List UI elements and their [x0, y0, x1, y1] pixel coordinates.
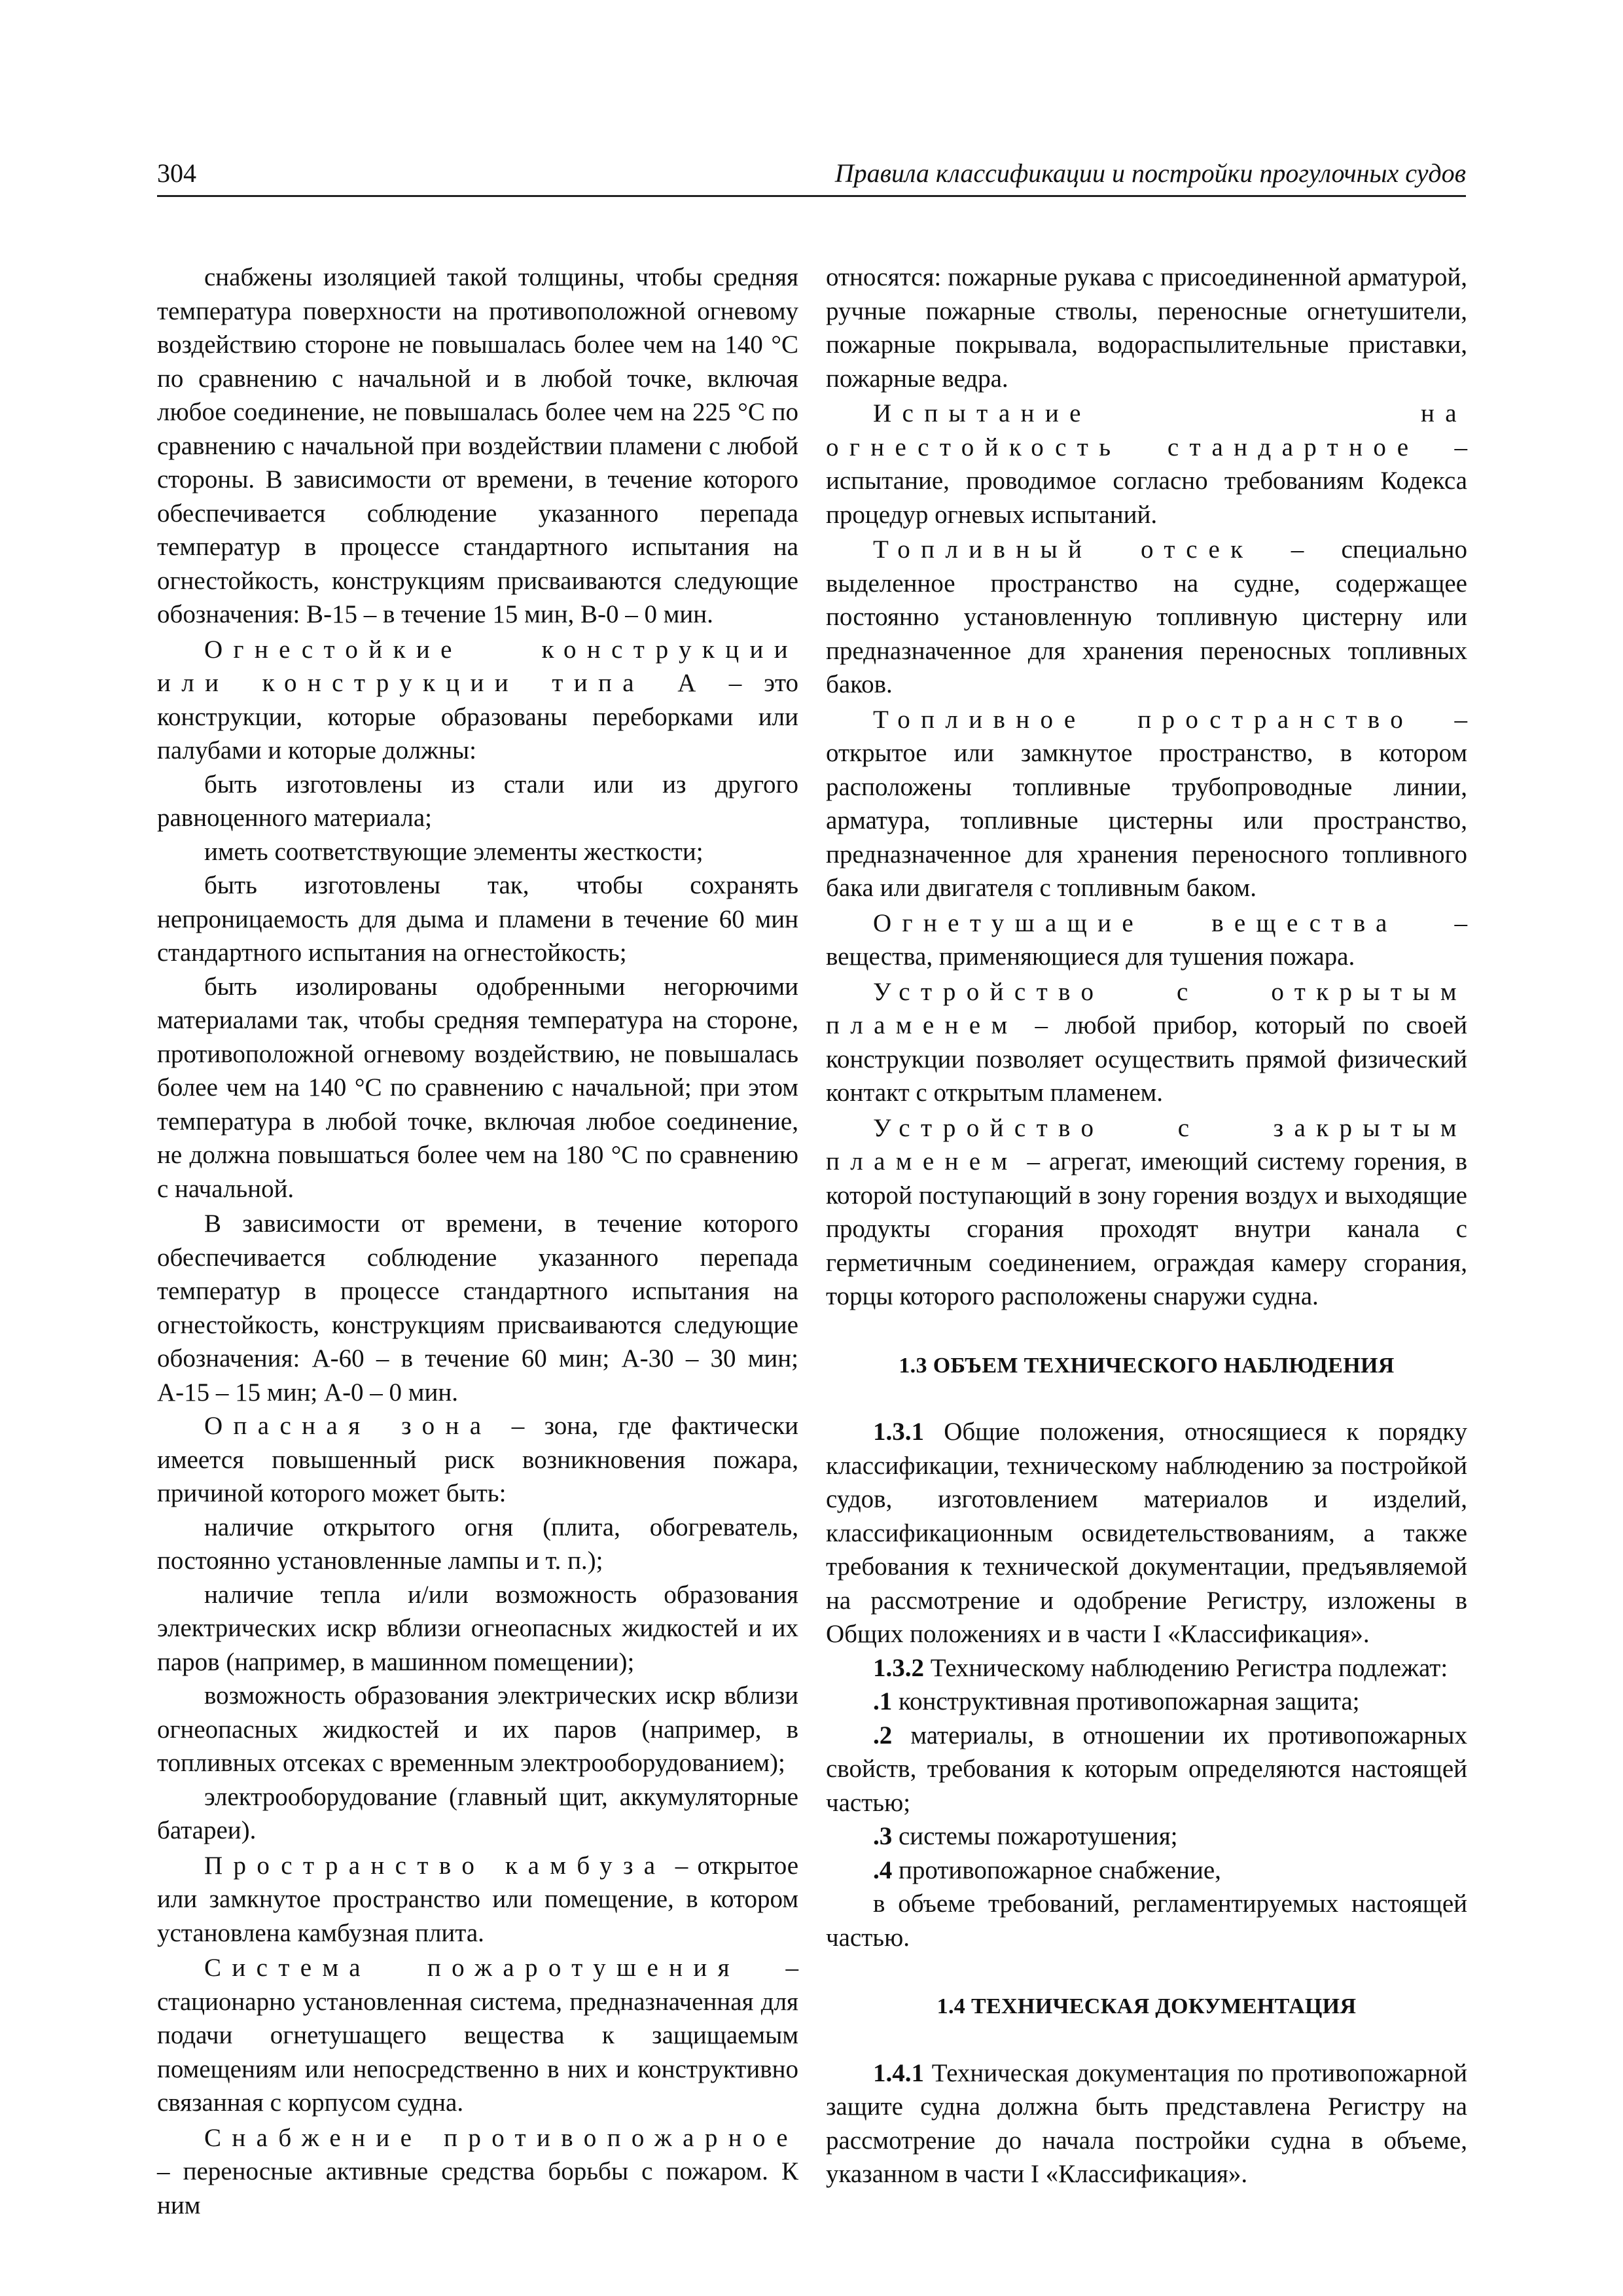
clause-1-3-2: [826, 1651, 1467, 1685]
definition-text: – открытое или замкнутое пространство или помещение, в котором установлена камбузная плита.: [157, 1851, 799, 1947]
definition-term: Огнетушащие вещества: [873, 908, 1398, 937]
clause-text: Техническому наблюдению Регистра подлежат:: [924, 1653, 1448, 1682]
paragraph-b-class-insulation: снабжены изоляцией такой толщины, чтобы средняя температура поверхности на противоположной огневому воздействию стороне не повышалась более чем на 140 °С по сравнению с начальной и в любой точке, включая любое соединение, не повышалась более чем на 225 °С по сравнению с начальной при воздействии пламени с любой стороны. В зависимости от времени, в течение которого обеспечивается соблюдение указанного перепада температур в процессе стандартного испытания на огнестойкость, конструкциям присваиваются следующие обозначения: В-15 – в течение 15 мин, В-0 – 0 мин.: [157, 263, 798, 628]
definition-term: Топливное пространство: [873, 705, 1414, 734]
definition-term: Устройство с открытым пламенем: [826, 977, 1467, 1039]
definition-open-flame-device: [826, 975, 1467, 1110]
left-column: [157, 260, 798, 2222]
item-text: противопожарное снабжение,: [892, 1856, 1221, 1884]
item-number: .1: [873, 1687, 893, 1715]
list-item: электрооборудование (главный щит, аккумуляторные батареи).: [157, 1782, 798, 1844]
definition-fuel-compartment: [826, 533, 1467, 702]
definition-term: Устройство с закрытым пламенем: [826, 1113, 1467, 1175]
definition-term: Опасная зона: [204, 1412, 492, 1440]
definition-term: Испытание на огнестойкость стандартное: [826, 399, 1467, 461]
item-text: конструктивная противопожарная защита;: [892, 1687, 1360, 1715]
paragraph-a-class-ratings: В зависимости от времени, в течение которого обеспечивается соблюдение указанного перепада температур в процессе стандартного испытания на огнестойкость, конструкциям присваиваются следующие обозначения: А-60 – в течение 60 мин; А-30 – 30 мин; А-15 – 15 мин; А-0 – 0 мин.: [157, 1210, 798, 1407]
item-text: материалы, в отношении их противопожарных свойств, требования к которым определяются настоящей частью;: [826, 1721, 1467, 1817]
item-number: .3: [873, 1822, 893, 1850]
definition-term: Пространство камбуза: [204, 1851, 666, 1880]
page-number: 304: [157, 158, 196, 188]
definition-fire-equipment: [157, 2121, 798, 2223]
clause-number: 1.3.2: [873, 1653, 924, 1682]
clause-1-4-1: [826, 2056, 1467, 2191]
list-item: быть изолированы одобренными негорючими материалами так, чтобы средняя температура на стороне, противоположной огневому воздействию, не повышалась более чем на 140 °С по сравнению с начальной; при этом температура в любой точке, включая любое соединение, не должна повышаться более чем на 180 °С по сравнению с начальной.: [157, 972, 798, 1203]
definition-term: Огнестойкие конструкции или конструкции типа А: [157, 635, 798, 697]
paragraph-continuation: относятся: пожарные рукава с присоединенной арматурой, ручные пожарные стволы, переносные огнетушители, пожарные покрывала, водораспылительные приставки, пожарные ведра.: [826, 263, 1467, 393]
list-item: возможность образования электрических искр вблизи огнеопасных жидкостей и их паров (например, в топливных отсеках с временным электрооборудованием);: [157, 1681, 798, 1777]
definition-term: Система пожаротушения: [204, 1954, 740, 1982]
item-text: системы пожаротушения;: [892, 1822, 1178, 1850]
clause-number: 1.3.1: [873, 1418, 924, 1446]
list-item: быть изготовлены так, чтобы сохранять непроницаемость для дыма и пламени в течение 60 мин стандартного испытания на огнестойкость;: [157, 871, 798, 967]
clause-number: 1.4.1: [873, 2058, 924, 2087]
clause-text: Техническая документация по противопожарной защите судна должна быть представлена Регистру на рассмотрение до начала постройки судна в объеме, указанном в части I «Классификация».: [826, 2058, 1467, 2188]
definition-hazard-zone: [157, 1409, 798, 1511]
definition-a-class-divisions: [157, 633, 798, 768]
definition-text: – вещества, применяющиеся для тушения пожара.: [826, 908, 1467, 971]
definition-fuel-space: [826, 703, 1467, 905]
definition-text: – любой прибор, который по своей конструкции позволяет осуществить прямой физический контакт с открытым пламенем.: [826, 1011, 1467, 1107]
definition-text: – испытание, проводимое согласно требованиям Кодекса процедур огневых испытаний.: [826, 433, 1467, 529]
clause-1-3-1: [826, 1415, 1467, 1651]
list-item: иметь соответствующие элементы жесткости;: [204, 837, 704, 866]
definition-text: – открытое или замкнутое пространство, в котором расположены топливные трубопроводные линии, арматура, топливные цистерны или пространство, предназначенное для хранения переносного топливного бака или двигателя с топливным баком.: [826, 705, 1467, 902]
running-title: Правила классификации и постройки прогулочных судов: [834, 158, 1466, 188]
list-item: наличие открытого огня (плита, обогреватель, постоянно установленные лампы и т. п.);: [157, 1513, 798, 1575]
definition-text: – зона, где фактически имеется повышенный риск возникновения пожара, причиной которого может быть:: [157, 1412, 798, 1507]
definition-text: – агрегат, имеющий систему горения, в которой поступающий в зону горения воздух и выходящие продукты сгорания проходят внутри канала с герметичным соединением, ограждая камеру сгорания, торцы которого расположены снаружи судна.: [826, 1147, 1467, 1310]
item-number: .2: [873, 1721, 893, 1749]
definition-galley-space: [157, 1849, 798, 1950]
list-item: [826, 1719, 1467, 1820]
definition-text: – это конструкции, которые образованы переборками или палубами и которые должны:: [157, 669, 798, 764]
list-closing-text: в объеме требований, регламентируемых настоящей частью.: [826, 1890, 1467, 1952]
definition-term: Топливный отсек: [873, 535, 1254, 564]
list-item: [826, 1820, 1467, 1854]
definition-closed-flame-device: [826, 1111, 1467, 1314]
right-column: [826, 260, 1467, 2191]
running-header: [157, 157, 1466, 197]
definition-extinguishing-system: [157, 1951, 798, 2120]
definition-term: Снабжение противопожарное: [204, 2123, 798, 2152]
definition-standard-fire-test: [826, 397, 1467, 531]
list-item: наличие тепла и/или возможность образования электрических искр вблизи огнеопасных жидкостей и их паров (например, в машинном помещении);: [157, 1580, 798, 1676]
list-item: [826, 1685, 1467, 1719]
list-item: быть изготовлены из стали или из другого равноценного материала;: [157, 770, 798, 832]
definition-text: – переносные активные средства борьбы с пожаром. К ним: [157, 2157, 798, 2219]
clause-text: Общие положения, относящиеся к порядку классификации, техническому наблюдению за постройкой судов, изготовлением материалов и изделий, классификационным освидетельствованиям, а также требования к технической документации, предъявляемой на рассмотрение и одобрение Регистру, изложены в Общих положениях и в части I «Классификация».: [826, 1418, 1467, 1648]
list-item: [826, 1854, 1467, 1888]
definition-text: – стационарно установленная система, предназначенная для подачи огнетушащего вещества к защищаемым помещениям или непосредственно в них и конструктивно связанная с корпусом судна.: [157, 1954, 798, 2117]
item-number: .4: [873, 1856, 893, 1884]
section-heading-survey-scope: 1.3 ОБЪЕМ ТЕХНИЧЕСКОГО НАБЛЮДЕНИЯ: [899, 1353, 1395, 1378]
section-heading-technical-documentation: 1.4 ТЕХНИЧЕСКАЯ ДОКУМЕНТАЦИЯ: [936, 1994, 1357, 2018]
definition-extinguishing-media: [826, 906, 1467, 974]
definition-text: – специально выделенное пространство на судне, содержащее постоянно установленную топливную цистерну или предназначенное для хранения переносных топливных баков.: [826, 535, 1467, 698]
